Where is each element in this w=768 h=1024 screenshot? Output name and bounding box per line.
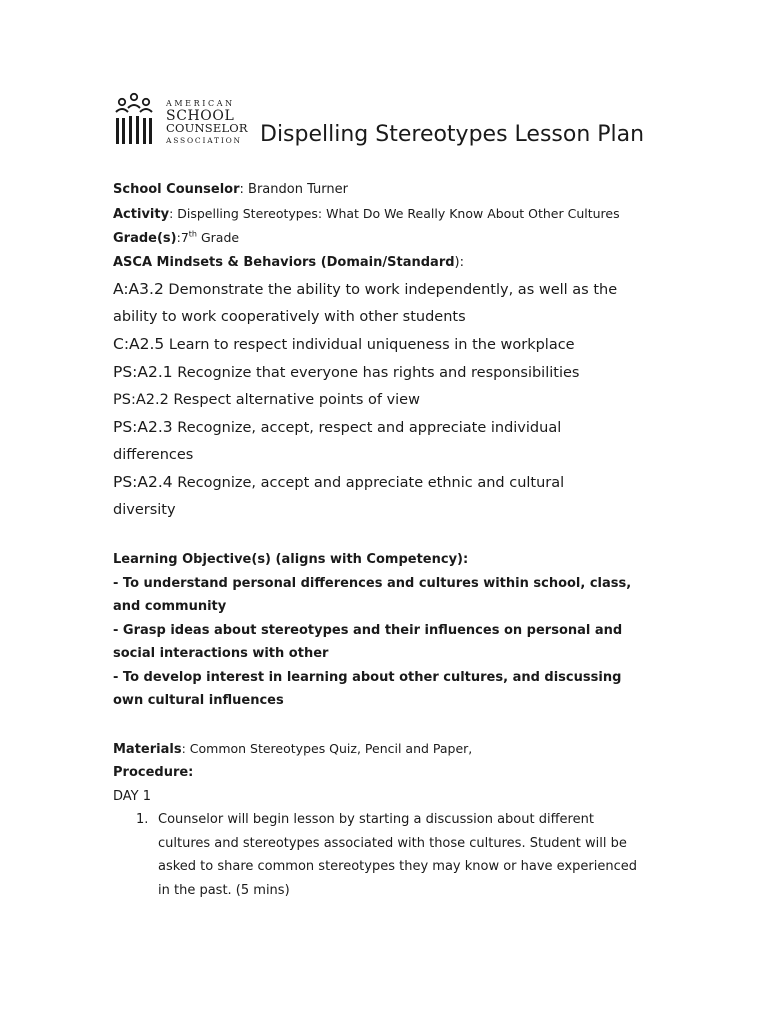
mindsets-suffix: ): (454, 254, 464, 270)
standard-text: Recognize that everyone has rights and responsibilities (172, 365, 580, 381)
objective-line: and community (113, 599, 227, 614)
standard-text: Recognize, accept, respect and appreciate individual (172, 420, 562, 436)
mindsets-label: ASCA Mindsets & Behaviors (Domain/Standard (113, 254, 455, 270)
procedure-step (113, 808, 653, 902)
activity-value: : Dispelling Stereotypes: What Do We Really Know About Other Cultures (169, 205, 620, 221)
standard-code: PS:A2.4 (113, 473, 173, 491)
standard-item (113, 469, 653, 524)
standard-text: Respect alternative points of view (168, 392, 420, 408)
standard-code: PS:A2.2 (113, 392, 169, 408)
standard-item (113, 387, 653, 414)
objective-line: - To understand personal differences and cultures within school, class, (113, 575, 632, 591)
counselor-line (113, 178, 653, 202)
procedure-heading (113, 761, 653, 785)
logo-line-counselor: COUNSELOR (166, 121, 248, 135)
step-number: 1. (136, 812, 149, 827)
materials-label: Materials (113, 741, 182, 757)
standard-item (113, 414, 653, 469)
materials-value: : Common Stereotypes Quiz, Pencil and Paper, (181, 740, 473, 756)
grade-sep: :7 (176, 230, 189, 245)
grade-line (113, 226, 653, 251)
standard-text: Recognize, accept and appreciate ethnic and cultural (172, 475, 565, 491)
standard-text-cont: differences (113, 447, 194, 463)
mindsets-line (113, 251, 653, 275)
step-line: asked to share common stereotypes they may know or have experienced (158, 859, 637, 874)
logo-line-association: ASSOCIATION (166, 135, 242, 145)
standard-item (113, 331, 653, 359)
standard-item (113, 276, 653, 331)
activity-label: Activity (113, 206, 170, 222)
objective-line: social interactions with other (113, 646, 329, 661)
objective-line: own cultural influences (113, 693, 284, 708)
logo-line-school: SCHOOL (166, 108, 235, 124)
procedure-label: Procedure: (113, 765, 194, 780)
grade-label: Grade(s) (113, 231, 177, 246)
asca-pillars-icon (112, 92, 164, 148)
counselor-label: School Counselor (113, 182, 240, 197)
procedure-list (113, 808, 653, 902)
activity-line (113, 202, 653, 227)
asca-logo (112, 92, 252, 148)
standard-item (113, 359, 653, 387)
objective-line: - To develop interest in learning about other cultures, and discussing (113, 669, 622, 685)
step-line: cultures and stereotypes associated with those cultures. Student will be (158, 835, 627, 851)
materials-line (113, 737, 653, 762)
standard-text-cont: diversity (113, 502, 176, 518)
step-line: in the past. (5 mins) (158, 882, 290, 898)
lesson-content (113, 178, 653, 902)
counselor-value: : Brandon Turner (239, 182, 348, 197)
standard-text: Demonstrate the ability to work independently, as well as the (163, 282, 618, 298)
standard-code: PS:A2.3 (113, 418, 173, 436)
standard-code: C:A2.5 (113, 335, 165, 353)
page-title: Dispelling Stereotypes Lesson Plan (260, 122, 645, 147)
grade-value: Grade (197, 230, 240, 245)
asca-logo-text (166, 100, 256, 144)
grade-sup: th (188, 229, 197, 239)
standard-text: Learn to respect individual uniqueness in the workplace (164, 337, 575, 353)
logo-line-american: AMERICAN (166, 99, 235, 108)
day-label: DAY 1 (113, 788, 152, 804)
standard-code: A:A3.2 (113, 280, 164, 298)
standard-text-cont: ability to work cooperatively with other students (113, 309, 466, 325)
objectives-heading: Learning Objective(s) (aligns with Competency): (113, 552, 469, 567)
objective-line: - Grasp ideas about stereotypes and their influences on personal and (113, 622, 623, 638)
step-line: Counselor will begin lesson by starting a discussion about different (158, 812, 594, 827)
standard-code: PS:A2.1 (113, 363, 173, 381)
